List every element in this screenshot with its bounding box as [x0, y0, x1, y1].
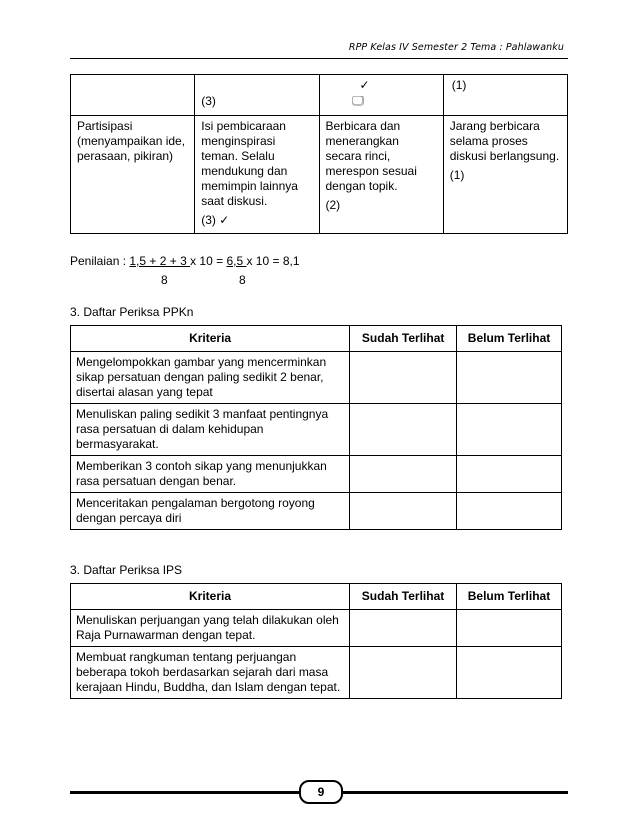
- check-cell[interactable]: [457, 456, 562, 493]
- table-row: [71, 493, 562, 530]
- header-rule: [70, 58, 568, 59]
- column-header: Belum Terlihat: [456, 584, 561, 610]
- penilaian-result-numerator: 6,5: [226, 254, 247, 268]
- rubric-cell: [319, 75, 443, 116]
- penilaian-mid: x 10 =: [190, 254, 227, 268]
- criterion-cell: Membuat rangkuman tentang perjuangan beberapa tokoh berdasarkan sejarah dari masa kerajaan Hindu, Buddha, dan Islam dengan tepat.: [71, 647, 350, 699]
- rubric-row: [71, 75, 568, 116]
- table-header-row: [71, 584, 562, 610]
- check-cell[interactable]: [350, 493, 457, 530]
- running-header: RPP Kelas IV Semester 2 Tema : Pahlawanku: [348, 42, 564, 53]
- rubric-cell: (3): [195, 75, 319, 116]
- check-cell[interactable]: [457, 493, 562, 530]
- ips-checklist-table: [70, 583, 562, 699]
- ppkn-title: 3. Daftar Periksa PPKn: [70, 305, 194, 319]
- check-icon: ✓: [359, 78, 370, 92]
- table-header-row: [71, 326, 562, 352]
- column-header: Sudah Terlihat: [350, 584, 457, 610]
- penilaian-numerator: 1,5 + 2 + 3: [129, 254, 191, 268]
- rubric-desc: Isi pembicaraan menginspirasi teman. Selalu mendukung dan memimpin lainnya saat diskusi.: [201, 119, 298, 208]
- rubric-cell: (1): [443, 75, 567, 116]
- rubric-cell: [443, 116, 567, 234]
- criterion-cell: Mengelompokkan gambar yang mencerminkan sikap persatuan dengan paling sedikit 2 benar, disertai alasan yang tepat: [71, 352, 350, 404]
- check-cell[interactable]: [457, 404, 562, 456]
- rubric-score: (1): [449, 168, 465, 182]
- table-row: [71, 352, 562, 404]
- rubric-desc: Berbicara dan menerangkan secara rinci, merespon sesuai dengan topik.: [325, 119, 417, 193]
- column-header: Belum Terlihat: [457, 326, 562, 352]
- table-row: [71, 404, 562, 456]
- column-header: Kriteria: [71, 326, 350, 352]
- rubric-cell: [195, 116, 319, 234]
- criterion-cell: Menuliskan paling sedikit 3 manfaat pentingnya rasa persatuan di dalam kehidupan bermasyarakat.: [71, 404, 350, 456]
- check-cell[interactable]: [350, 647, 457, 699]
- penilaian-end: x 10 = 8,1: [246, 254, 300, 268]
- rubric-table: [70, 74, 568, 234]
- check-cell[interactable]: [350, 404, 457, 456]
- column-header: Kriteria: [71, 584, 350, 610]
- page-number: 9: [299, 780, 343, 804]
- penilaian-formula: [70, 254, 300, 268]
- ips-title: 3. Daftar Periksa IPS: [70, 563, 183, 577]
- placeholder-mark: [360, 93, 437, 108]
- check-cell[interactable]: [350, 610, 457, 647]
- table-row: [71, 647, 562, 699]
- check-cell[interactable]: [350, 456, 457, 493]
- criterion-cell: Menuliskan perjuangan yang telah dilakukan oleh Raja Purnawarman dengan tepat.: [71, 610, 350, 647]
- rubric-row: [71, 116, 568, 234]
- penilaian-denominator: 8: [239, 273, 246, 287]
- rubric-score: (2): [325, 198, 341, 212]
- penilaian-label: Penilaian :: [70, 254, 130, 268]
- penilaian-denominators: [161, 273, 246, 287]
- criterion-cell: Menceritakan pengalaman bergotong royong dengan percaya diri: [71, 493, 350, 530]
- check-cell[interactable]: [457, 352, 562, 404]
- rubric-cell: [319, 116, 443, 234]
- check-cell[interactable]: [456, 647, 561, 699]
- rubric-score: (3) ✓: [201, 213, 230, 227]
- check-cell[interactable]: [456, 610, 561, 647]
- ppkn-checklist-table: [70, 325, 562, 530]
- rubric-criterion: Partisipasi (menyampaikan ide, perasaan, pikiran): [71, 116, 195, 234]
- check-cell[interactable]: [350, 352, 457, 404]
- criterion-cell: Memberikan 3 contoh sikap yang menunjukkan rasa persatuan dengan benar.: [71, 456, 350, 493]
- rubric-desc: Jarang berbicara selama proses diskusi berlangsung.: [449, 119, 560, 163]
- column-header: Sudah Terlihat: [350, 326, 457, 352]
- table-row: [71, 610, 562, 647]
- rubric-cell: [71, 75, 195, 116]
- table-row: [71, 456, 562, 493]
- penilaian-denominator: 8: [161, 273, 168, 287]
